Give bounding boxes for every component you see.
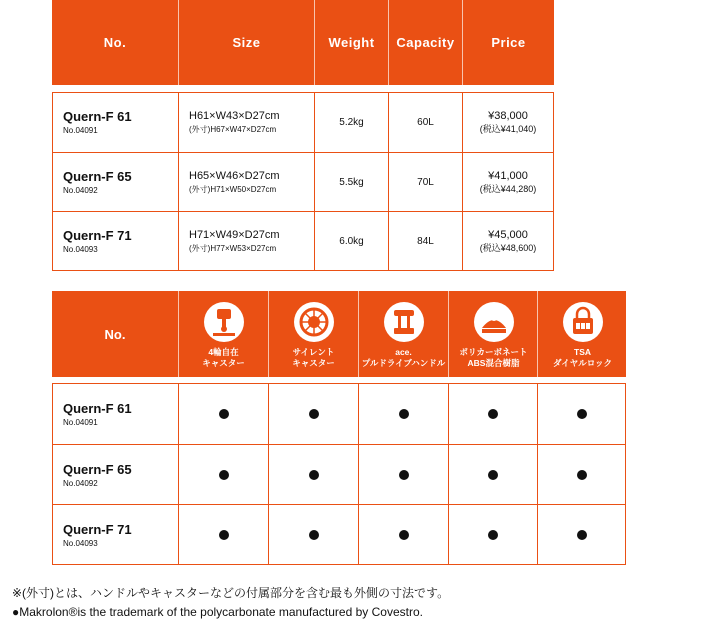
feature-label-line1: サイレント xyxy=(292,347,335,357)
weight-value: 5.2kg xyxy=(339,117,364,128)
feature-row xyxy=(53,444,625,505)
capacity-value: 84L xyxy=(417,236,434,247)
feature-check-mark xyxy=(577,530,587,540)
model-name: Quern-F 65 xyxy=(63,461,132,477)
model-name: Quern-F 61 xyxy=(63,109,132,124)
spec-row xyxy=(53,152,553,212)
feature-label-line2: プルドライブハンドル xyxy=(361,358,446,368)
feature-label-line1: ace. xyxy=(395,347,412,357)
capacity-value: 70L xyxy=(417,177,434,188)
size-outer-value: (外寸)H77×W53×D27cm xyxy=(189,244,277,253)
feature-check-mark xyxy=(488,470,498,480)
feature-label-line1: TSA xyxy=(574,347,591,357)
feature-check-mark xyxy=(309,470,319,480)
feature-label-line2: ダイヤルロック xyxy=(552,358,613,368)
model-name: Quern-F 61 xyxy=(63,400,132,416)
price-tax-value: (税込¥41,040) xyxy=(479,124,537,134)
header-size: Size xyxy=(232,35,261,50)
model-number: No.04092 xyxy=(63,478,98,488)
weight-value: 5.5kg xyxy=(339,177,364,188)
footnote-outer-size: ※(外寸)とは、ハンドルやキャスターなどの付属部分を含む最も外側の寸法です。 xyxy=(12,586,450,600)
feature-label-line1: ポリカーボネート xyxy=(459,347,528,357)
model-number: No.04093 xyxy=(63,538,98,548)
feature-check-mark xyxy=(309,409,319,419)
feature-tsa-lock xyxy=(538,291,627,377)
feature-check-mark xyxy=(399,409,409,419)
model-name: Quern-F 71 xyxy=(63,521,132,537)
feature-table-body xyxy=(52,383,626,565)
size-value: H61×W43×D27cm xyxy=(189,110,280,122)
price-value: ¥41,000 xyxy=(488,170,528,182)
spec-row xyxy=(53,211,553,271)
free-caster-icon xyxy=(204,302,244,342)
price-tax-value: (税込¥48,600) xyxy=(479,243,537,253)
feature-check-mark xyxy=(219,409,229,419)
spec-table-body xyxy=(52,92,554,271)
feature-check-mark xyxy=(488,530,498,540)
feature-check-mark xyxy=(219,470,229,480)
feature-table-header xyxy=(52,291,626,377)
feature-label-line2: ABS混合樹脂 xyxy=(467,358,520,368)
spec-row xyxy=(53,93,553,152)
pull-drive-handle-icon xyxy=(384,302,424,342)
spec-table-header xyxy=(52,0,554,85)
size-outer-value: (外寸)H67×W47×D27cm xyxy=(189,125,277,134)
size-value: H71×W49×D27cm xyxy=(189,229,280,241)
feature-check-mark xyxy=(577,470,587,480)
feature-label-line2: キャスター xyxy=(292,358,335,368)
price-tax-value: (税込¥44,280) xyxy=(479,184,537,194)
feature-label-line2: キャスター xyxy=(202,358,245,368)
polycarbonate-icon xyxy=(474,302,514,342)
feature-check-mark xyxy=(399,530,409,540)
model-number: No.04091 xyxy=(63,126,98,135)
size-value: H65×W46×D27cm xyxy=(189,170,280,182)
header-price: Price xyxy=(491,35,526,50)
header-no: No. xyxy=(103,35,127,50)
capacity-value: 60L xyxy=(417,117,434,128)
price-value: ¥38,000 xyxy=(488,110,528,122)
model-name: Quern-F 71 xyxy=(63,228,132,243)
feature-label-line1: 4輪自在 xyxy=(208,347,239,357)
model-number: No.04092 xyxy=(63,186,98,195)
header-no: No. xyxy=(104,326,126,342)
feature-row xyxy=(53,384,625,444)
price-value: ¥45,000 xyxy=(488,229,528,241)
header-capacity: Capacity xyxy=(396,35,455,50)
feature-check-mark xyxy=(399,470,409,480)
model-number: No.04093 xyxy=(63,245,98,254)
model-name: Quern-F 65 xyxy=(63,169,132,184)
feature-free-caster xyxy=(179,291,268,377)
weight-value: 6.0kg xyxy=(339,236,364,247)
silent-caster-icon xyxy=(294,302,334,342)
feature-silent-caster xyxy=(269,291,358,377)
size-outer-value: (外寸)H71×W50×D27cm xyxy=(189,185,277,194)
tsa-lock-icon xyxy=(563,302,603,342)
model-number: No.04091 xyxy=(63,417,98,427)
feature-check-mark xyxy=(488,409,498,419)
feature-check-mark xyxy=(309,530,319,540)
header-weight: Weight xyxy=(328,35,375,50)
feature-pull-drive-handle xyxy=(359,291,448,377)
feature-check-mark xyxy=(219,530,229,540)
feature-check-mark xyxy=(577,409,587,419)
feature-row xyxy=(53,504,625,565)
footnote-trademark: ●Makrolon®is the trademark of the polycarbonate manufactured by Covestro. xyxy=(12,605,423,619)
feature-polycarbonate xyxy=(449,291,538,377)
